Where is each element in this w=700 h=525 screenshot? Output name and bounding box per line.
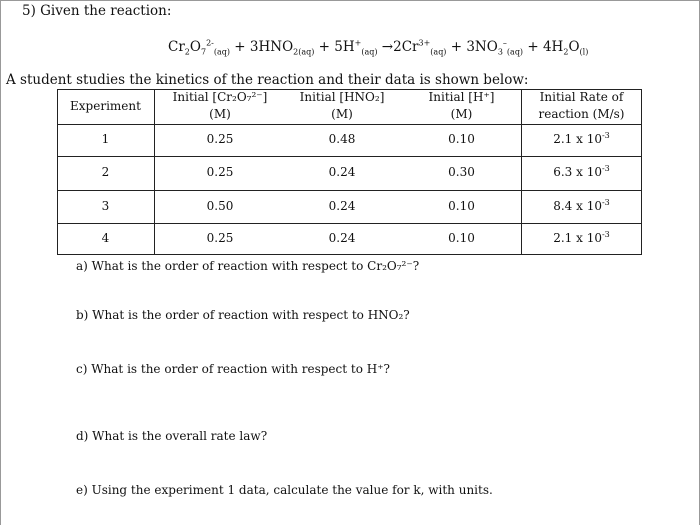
table-row-divider	[57, 190, 642, 191]
header-rate	[521, 89, 642, 123]
table-row-divider	[57, 223, 642, 224]
row4-experiment: 4	[101, 231, 110, 245]
table-border-bottom	[57, 254, 642, 255]
row3-experiment: 3	[101, 199, 110, 213]
row1-cr2o7: 0.25	[206, 132, 234, 146]
header-h-label: Initial [H⁺]	[428, 90, 495, 104]
header-rate-line1: Initial Rate of	[539, 90, 624, 104]
row1-rate: 2.1 x $10^{-3}$	[553, 131, 610, 146]
header-hno2-label: Initial [HNO₂]	[299, 90, 385, 104]
row2-hno2: 0.24	[328, 165, 356, 179]
row1-h: 0.10	[448, 132, 475, 146]
table-header-divider	[57, 124, 642, 125]
subquestion-e: e) Using the experiment 1 data, calculate the value for k, with units.	[76, 483, 493, 497]
page-border-left	[0, 0, 1, 525]
header-rate-line2: reaction (M/s)	[538, 107, 625, 121]
row2-rate: 6.3 x $10^{-3}$	[553, 164, 610, 179]
header-hno2-unit: (M)	[331, 107, 353, 121]
row4-rate: 2.1 x $10^{-3}$	[553, 230, 610, 245]
intro-text: A student studies the kinetics of the reaction and their data is shown below:	[6, 72, 529, 88]
kinetics-table	[57, 89, 642, 254]
reaction-equation: $Cr_2O_7^{2-}_{(aq)} + 3HNO_{2(aq)} + 5H^+_{(aq)} \to 2Cr^{3+}_{(aq)} + 3NO_3^-_{(aq)} + 4H_2O_{(l)}$	[168, 38, 589, 57]
row3-hno2: 0.24	[328, 199, 356, 213]
subquestion-c: c) What is the order of reaction with respect to H⁺?	[76, 362, 390, 376]
row4-cr2o7: 0.25	[206, 231, 234, 245]
table-row-divider	[57, 156, 642, 157]
row4-h: 0.10	[448, 231, 475, 245]
page-border-top	[0, 0, 700, 1]
question-title: 5) Given the reaction:	[22, 3, 172, 19]
row1-hno2: 0.48	[328, 132, 356, 146]
header-h	[409, 89, 514, 123]
table-column-divider	[154, 89, 155, 255]
header-h-unit: (M)	[450, 107, 473, 121]
row4-hno2: 0.24	[328, 231, 356, 245]
subquestion-a: a) What is the order of reaction with respect to Cr₂O₇²⁻?	[76, 259, 420, 273]
header-experiment: Experiment	[70, 99, 141, 113]
header-cr2o7-label: Initial [Cr₂O₇²⁻]	[172, 90, 268, 104]
row3-h: 0.10	[448, 199, 475, 213]
row2-h: 0.30	[448, 165, 475, 179]
row1-experiment: 1	[101, 132, 110, 146]
subquestion-b: b) What is the order of reaction with respect to HNO₂?	[76, 308, 410, 322]
header-cr2o7-unit: (M)	[209, 107, 231, 121]
row2-cr2o7: 0.25	[206, 165, 234, 179]
header-cr2o7	[165, 89, 275, 123]
subquestion-d: d) What is the overall rate law?	[76, 429, 268, 443]
row3-cr2o7: 0.50	[206, 199, 234, 213]
header-hno2	[287, 89, 397, 123]
row2-experiment: 2	[101, 165, 110, 179]
row3-rate: 8.4 x $10^{-3}$	[553, 198, 610, 213]
